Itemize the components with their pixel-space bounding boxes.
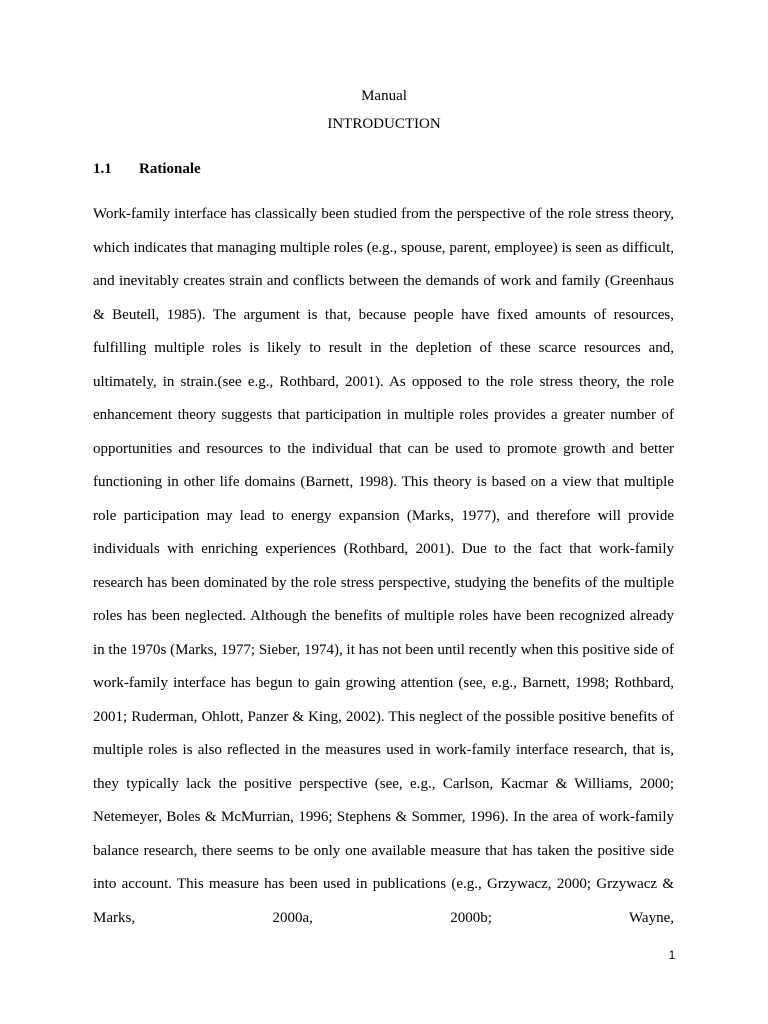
page-number: 1 <box>668 948 676 962</box>
section-title: Rationale <box>139 161 201 177</box>
section-heading <box>93 160 201 178</box>
document-title: Manual <box>361 88 407 104</box>
chapter-heading: INTRODUCTION <box>327 116 441 132</box>
section-number: 1.1 <box>93 161 112 177</box>
body-paragraph: Work-family interface has classically been studied from the perspective of the role stress theory, which indicates that managing multiple roles (e.g., spouse, parent, employee) is seen as difficult, and inevitably creates strain and conflicts between the demands of work and family (Greenhaus & Beutell, 1985). The argument is that, because people have fixed amounts of resources, fulfilling multiple roles is likely to result in the depletion of these scarce resources and, ultimately, in strain.(see e.g., Rothbard, 2001). As opposed to the role stress theory, the role enhancement theory suggests that participation in multiple roles provides a greater number of opportunities and resources to the individual that can be used to promote growth and better functioning in other life domains (Barnett, 1998). This theory is based on a view that multiple role participation may lead to energy expansion (Marks, 1977), and therefore will provide individuals with enriching experiences (Rothbard, 2001). Due to the fact that work-family research has been dominated by the role stress perspective, studying the benefits of the multiple roles has been neglected. Although the benefits of multiple roles have been recognized already in the 1970s (Marks, 1977; Sieber, 1974), it has not been until recently when this positive side of work-family interface has begun to gain growing attention (see, e.g., Barnett, 1998; Rothbard, 2001; Ruderman, Ohlott, Panzer & King, 2002). This neglect of the possible positive benefits of multiple roles is also reflected in the measures used in work-family interface research, that is, they typically lack the positive perspective (see, e.g., Carlson, Kacmar & Williams, 2000; Netemeyer, Boles & McMurrian, 1996; Stephens & Sommer, 1996). In the area of work-family balance research, there seems to be only one available measure that has taken the positive side into account. This measure has been used in publications (e.g., Grzywacz, 2000; Grzywacz & Marks, 2000a, 2000b; Wayne, <box>93 206 674 926</box>
